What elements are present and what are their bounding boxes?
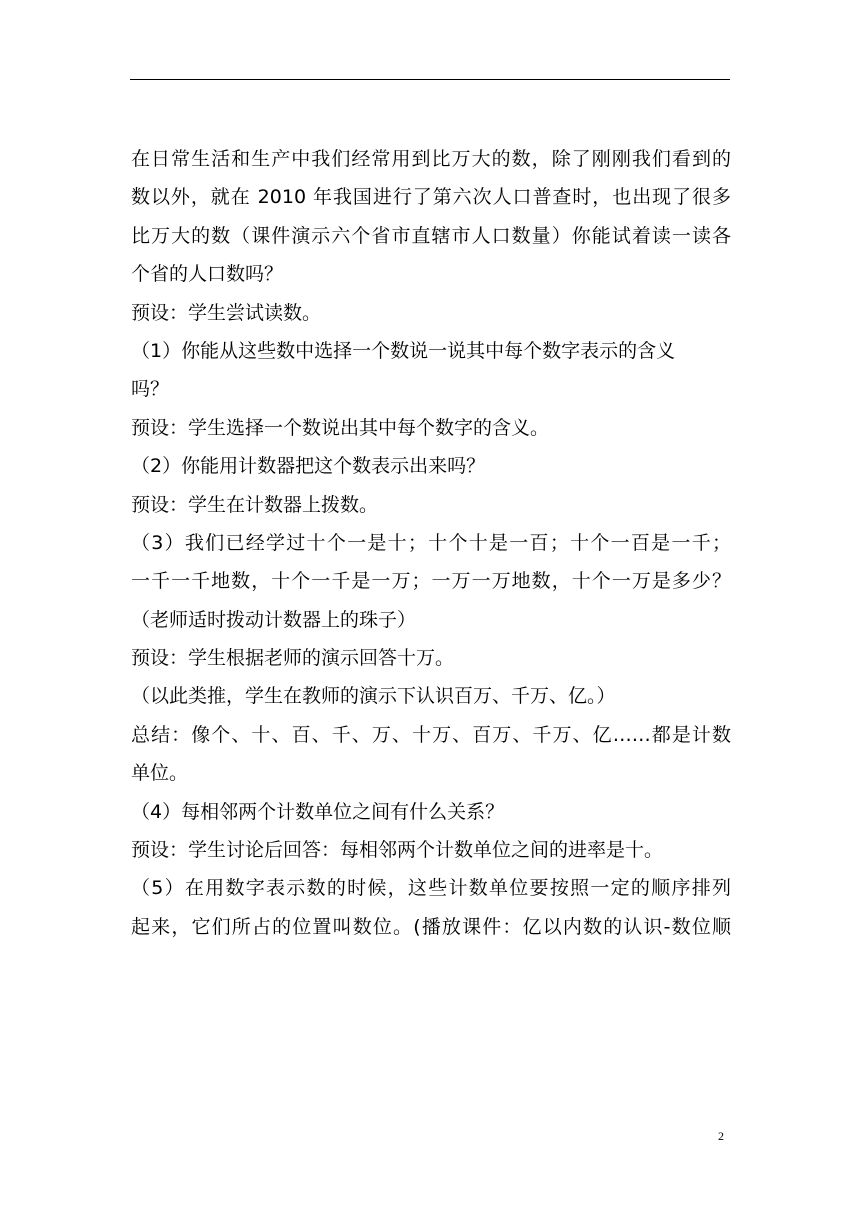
text-line: 预设：学生在计数器上拨数。 [131, 493, 379, 516]
text-line: 预设：学生根据老师的演示回答十万。 [131, 647, 455, 670]
page-number: 2 [718, 1129, 724, 1143]
text-line: （2）你能用计数器把这个数表示出来吗？ [131, 455, 486, 478]
header-rule [130, 79, 730, 80]
text-line: （老师适时拨动计数器上的珠子） [131, 608, 417, 631]
text-line: 总结：像个、十、百、千、万、十万、百万、千万、亿……都是计数 [131, 723, 731, 746]
text-line: 单位。 [131, 762, 189, 785]
text-line: 数以外，就在 2010 年我国进行了第六次人口普查时，也出现了很多 [131, 186, 731, 209]
text-line: 一千一千地数，十个一千是一万；一万一万地数，十个一万是多少？ [131, 570, 731, 593]
text-line: （3）我们已经学过十个一是十；十个十是一百；十个一百是一千； [131, 531, 731, 554]
text-line: 预设：学生尝试读数。 [131, 301, 322, 324]
text-line: （以此类推，学生在教师的演示下认识百万、千万、亿。） [131, 685, 616, 708]
text-line: （1）你能从这些数中选择一个数说一说其中每个数字表示的含义 [131, 339, 676, 362]
text-line: 预设：学生讨论后回答：每相邻两个计数单位之间的进率是十。 [131, 839, 664, 862]
text-line: 起来，它们所占的位置叫数位。(播放课件：亿以内数的认识-数位顺 [131, 915, 731, 938]
body-text [131, 142, 731, 948]
text-line: 比万大的数（课件演示六个省市直辖市人口数量）你能试着读一读各 [131, 224, 731, 247]
text-line: （5）在用数字表示数的时候，这些计数单位要按照一定的顺序排列 [131, 877, 731, 900]
text-line: 吗？ [131, 378, 170, 401]
text-line: 在日常生活和生产中我们经常用到比万大的数，除了刚刚我们看到的 [131, 148, 731, 170]
text-line: 预设：学生选择一个数说出其中每个数字的含义。 [131, 416, 550, 439]
text-line: （4）每相邻两个计数单位之间有什么关系？ [131, 800, 505, 823]
text-line: 个省的人口数吗？ [131, 263, 284, 286]
